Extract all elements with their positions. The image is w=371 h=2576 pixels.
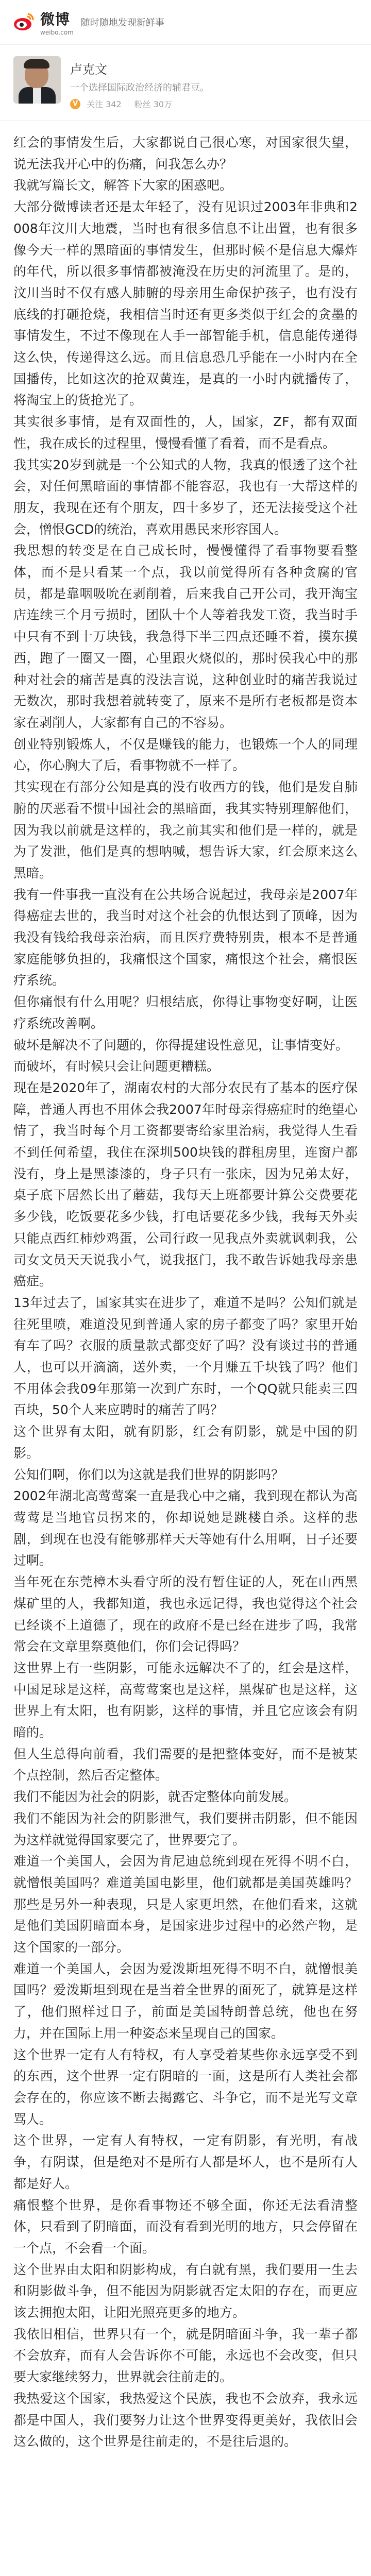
post-paragraph: 难道一个美国人，会因为爱泼斯坦死得不明不白，就憎恨美国吗？爱泼斯坦到现在是当着全世界的面死了，就算是这样了，他们照样过日子，前面是美国特朗普总统，他也在努力，并在国际上用一种姿态来呈现自己的国家。: [13, 1961, 358, 2041]
logo-domain: weibo.com: [40, 29, 74, 36]
post-paragraph: 而破坏，有时候只会让问题更糟糕。: [13, 1059, 220, 1074]
post-paragraph: 我思想的转变是在自己成长时，慢慢懂得了看事物要看整体，而不是只看某一个点，我以前觉得所有各种贪腐的官员，都是靠咽吸吮在剥削着，后来我自己开公司，我开淘宝店连续三个月亏损时，团队十个人等着我发工资，我当时手中只有不到十万块钱，我急得下半三四点还睡不着，摸东摸西，跑了一圈又一圈，心里跟火烧似的，那时侯我心中的那种对社会的痛苦是真的没法言说，这种创业时的痛苦我说过无数次，那时我想着就转变了，原来不是所有老板都是资本家在剥削人，大家都有自己的不容易。: [13, 543, 358, 730]
post-paragraph: 这个世界，一定有人有特权，一定有阴影，有光明，有战争，有阴谋，但是绝对不是所有人都是坏人，也不是所有人都是好人。: [13, 2133, 358, 2191]
post-body: [0, 121, 371, 2452]
post-paragraph: 我有一件事我一直没有在公共场合说起过，我母亲是2007年得癌症去世的，我当时对这个社会的仇恨达到了顶峰，因为我没有钱给我母亲治病，而且医疗费特别贵，根本不是普通家庭能够负担的，我痛恨这个国家，痛恨这个社会，痛恨医疗系统。: [13, 887, 358, 988]
author-bio: 一个选择国际政治经济的辅君豆。: [70, 82, 209, 93]
post-paragraph: 2002年湖北高莺莺案一直是我心中之痛，我到现在都认为高莺莺是当地官员拐来的，你却说她是跳楼自杀。这样的悲剧，到现在也没有能够那样天天等她有什么用啊，日子还要过啊。: [13, 1488, 358, 1568]
author-profile: [0, 45, 371, 121]
post-paragraph: 13年过去了，国家其实在进步了，难道不是吗？公知们就是往死里喷，难道没见到普通人家的房子都变了吗？家里开始有车了吗？衣服的质量款式都变好了吗？没有谈过书的普通人，也可以开滴滴，送外卖，一个月赚五千块钱了吗？他们不用体会我09年那第一次到广东时，一个QQ就只能卖三四百块，50个人来应聘时的痛苦了吗？: [13, 1295, 358, 1418]
post-paragraph: 我依旧相信，世界只有一个，就是阴暗面斗争，我一辈子都不会放弃，而有人会告诉你不可能，永远也不会改变，但只要大家继续努力，世界就会往前走的。: [13, 2326, 358, 2385]
author-following: 关注 342: [87, 99, 122, 109]
post-paragraph: 当年死在东莞樟木头看守所的没有暂住证的人，死在山西黑煤矿里的人，我都知道，我也永远记得，我也觉得这个社会已经谈不上道德了，现在的政府不是已经在进步了吗，我常常会在文章里祭奠他们，你们会记得吗？: [13, 1574, 358, 1654]
post-paragraph: 这个世界由太阳和阴影构成，有白就有黑，我们要用一生去和阴影做斗争，但不能因为阴影就否定太阳的存在，而更应该去拥抱太阳，让阳光照亮更多的地方。: [13, 2262, 358, 2320]
post-paragraph: 痛恨整个世界，是你看事物还不够全面，你还无法看清整体，只看到了阴暗面，而没有看到光明的地方，只会停留在一个点，不会看一个面。: [13, 2197, 358, 2256]
author-info: [70, 56, 209, 110]
post-paragraph: 创业特别锻炼人，不仅是赚钱的能力，也锻炼一个人的同理心，你心胸大了后，看事物就不一样了。: [13, 736, 358, 773]
weibo-eye-icon: [12, 11, 35, 33]
post-paragraph: 我们不能因为社会的阴影泄气，我们要拼击阴影，但不能因为这样就觉得国家要完了，世界要完了。: [13, 1810, 358, 1848]
post-paragraph: 我其实20岁到就是一个公知式的人物，我真的恨透了这个社会，对任何黑暗面的事情都不能容忍，我也有一大帮这样的朋友，我现在还有个朋友，四十多岁了，还无法接受这个社会，憎恨GCD的统治，喜欢用愚民来形容国人。: [13, 457, 358, 537]
author-name[interactable]: 卢克文: [70, 62, 107, 77]
logo-name: 微博: [40, 11, 71, 28]
post-paragraph: 这个世界有太阳，就有阴影，红会有阴影，就是中国的阴影。: [13, 1424, 358, 1461]
post-paragraph: 我就写篇长文，解答下大家的困惑吧。: [13, 178, 233, 193]
post-paragraph: 但你痛恨有什么用呢？归根结底，你得让事物变好啊，让医疗系统改善啊。: [13, 994, 358, 1031]
logo-text: [40, 8, 74, 36]
top-header: [0, 0, 371, 45]
post-paragraph: 我热爱这个国家，我热爱这个民族，我也不会放弃，我永远都是中国人，我们要努力让这个世界变得更美好，我依旧会这么做的，这个世界是往前走的，不是往后退的。: [13, 2391, 358, 2449]
post-paragraph: 破坏是解决不了问题的，你得提建设性意见，让事情变好。: [13, 1037, 349, 1053]
post-paragraph: 但人生总得向前看，我们需要的是把整体变好，而不是被某个点控制，然后否定整体。: [13, 1746, 358, 1783]
post-paragraph: 这个世界一定有人有特权，有人享受着某些你永远享受不到的东西，这个世界一定有阴暗的一面，这是所有人类社会都会存在的，你应该不断去揭露它、斗争它，而不是光写文章骂人。: [13, 2047, 358, 2127]
post-paragraph: 大部分微博读者还是太年轻了，没有见识过2003年非典和2008年汶川大地震，当时也有很多信息不让出置，也有很多像今天一样的黑暗面的事情发生，但那时候不是信息大爆炸的年代，所以很多事情都被淹没在历史的河流里了。是的，汶川当时不仅有感人肺腑的母亲用生命保护孩子，也有没有底线的打砸抢烧，我相信当时还有更多类似于红会的贪墨的事情发生，不过不像现在人手一部智能手机，信息能传递得这么快，传递得这么远。而且信息恐几乎能在一小时内在全国播传，比如这次的抢双黄连，是真的一小时内就播传了，将淘宝上的货抢光了。: [13, 199, 358, 408]
author-followers: 粉丝 30万: [134, 99, 173, 109]
post-paragraph: 这世界上有一些阴影，可能永远解决不了的，红会是这样，中国足球是这样，高莺莺案也是这样，黑煤矿也是这样，这世界上有太阳，也有阴影，这样的事情，并且它应该会有阴暗的。: [13, 1660, 358, 1740]
verified-badge-icon: V: [70, 99, 80, 109]
post-paragraph: 难道一个美国人，会因为肯尼迪总统到现在死得不明不白，就憎恨美国吗？难道美国电影里，他们就都是美国英雄吗？那些是另外一种表现，只是人家更坦然，在他们看来，这就是他们美国阴暗面本身，是国家进步过程中的必然产物，是这个国家的一部分。: [13, 1854, 358, 1955]
header-slogan: 随时随地发现新鲜事: [80, 18, 164, 28]
post-paragraph: 公知们啊，你们以为这就是我们世界的阴影吗？: [13, 1467, 284, 1482]
post-paragraph: 我们不能因为社会的阴影，就否定整体向前发展。: [13, 1789, 297, 1805]
post-paragraph: 现在是2020年了，湖南农村的大部分农民有了基本的医疗保障，普通人再也不用体会我2007年时母亲得癌症时的绝望心情了，我当时每个月工资都要寄给家里治病，我觉得人生看不到任何希望，我住在深圳500块钱的群租房里，连窗户都没有，身上是黑漆漆的，身子只有一张床，因为兄弟太好，桌子底下居然长出了蘑菇，我每天上班都要计算公交费要花多少钱，吃饭要花多少钱，打电话要花多少钱，我每天外卖只能点西红柿炒鸡蛋，公司行政一见我点外卖就讽刺我，公司女文员天天说我小气，说我抠门，我不敢告诉她我母亲患癌症。: [13, 1080, 358, 1289]
avatar[interactable]: [13, 56, 61, 104]
post-paragraph: 红会的事情发生后，大家都说自己很心寒，对国家很失望，说无法我开心中的伤痛，问我怎么办？: [13, 135, 358, 172]
author-meta: [70, 98, 209, 110]
post-paragraph: 其实现在有部分公知是真的没有收西方的钱，他们是发自肺腑的厌恶看不惯中国社会的黑暗面，我其实特别理解他们，因为我以前就是这样的，我之前其实和他们是一样的，就是为了发泄，他们是真的想呐喊，想告诉大家，红会原来这么黑暗。: [13, 779, 358, 880]
weibo-logo[interactable]: [12, 8, 74, 36]
post-paragraph: 其实很多事情，是有双面性的，人，国家，ZF，都有双面性，我在成长的过程里，慢慢看懂了看着，而不是看点。: [13, 414, 358, 451]
